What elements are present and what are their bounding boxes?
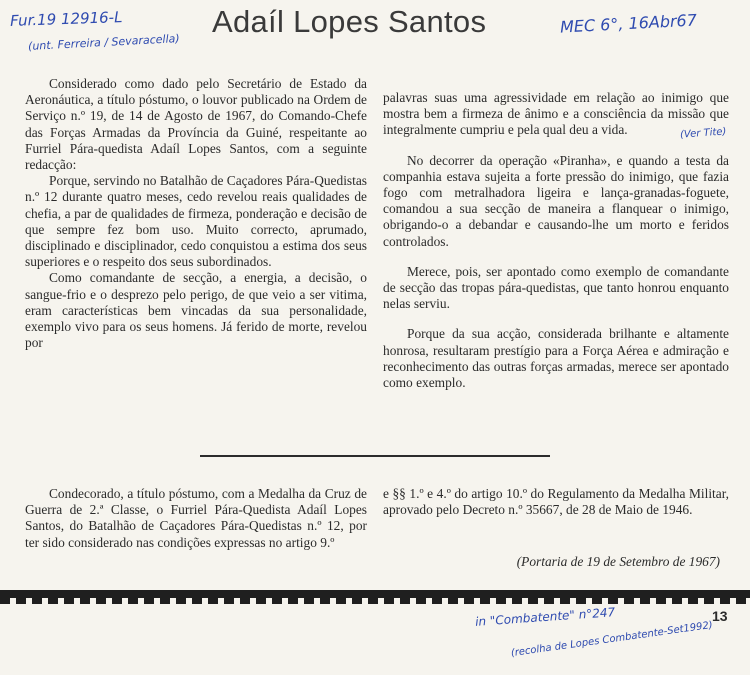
decoration-right-column — [383, 486, 729, 518]
paragraph: Considerado como dado pelo Secretário de Estado da Aeronáutica, a título póstumo, o louvor publicado na Ordem de Serviço n.º 19, de 14 de Agosto de 1967, do Comando-Chefe das Forças Armadas da Província da Guiné, respeitante ao Furriel Pára-quedista Adaíl Lopes Santos, com a seguinte redacção: — [25, 76, 367, 173]
article-title: Adaíl Lopes Santos — [212, 4, 487, 39]
paragraph: Merece, pois, ser apontado como exemplo de comandante de secção das tropas pára-quedistas, que tanto honrou enquanto nelas serviu. — [383, 263, 729, 312]
handwritten-note-margin: (Ver Tite) — [679, 126, 727, 141]
article-right-column — [383, 90, 729, 405]
handwritten-note-top-left: Fur.19 12916-L — [9, 8, 123, 30]
portaria-reference: (Portaria de 19 de Setembro de 1967) — [516, 554, 720, 569]
page-number: 13 — [712, 608, 728, 624]
paragraph: No decorrer da operação «Piranha», e quando a testa da companhia estava sujeita a forte pressão do inimigo, que fazia fogo com metralhadora ligeira e lança-granadas-foguete, comandou a sua secção de maneira a flanquear o inimigo, obrigando-o a debandar e causando-lhe um morto e feridos controlados. — [383, 152, 729, 249]
article-left-column — [25, 76, 367, 351]
footer-bar — [0, 590, 750, 598]
paragraph: Condecorado, a título póstumo, com a Medalha da Cruz de Guerra de 2.ª Classe, o Furriel Pára-Quedista Adaíl Lopes Santos, do Batalhão de Caçadores Pára-Quedistas n.º 12, por ter sido considerado nas condições expressas no artigo 9.º — [25, 486, 367, 550]
paragraph: Porque da sua acção, considerada brilhante e altamente honrosa, resultaram prestígio para a Força Aérea e admiração e reconhecimento das outras forças armadas, merece ser apontado como exemplo. — [383, 326, 729, 391]
footer-dashes — [0, 598, 750, 604]
decoration-left-column — [25, 486, 367, 551]
paragraph: e §§ 1.º e 4.º do artigo 10.º do Regulamento da Medalha Militar, aprovado pelo Decreto n.º 35667, de 28 de Maio de 1946. — [383, 486, 729, 518]
handwritten-note-top-left-sub: (unt. Ferreira / Sevaracella) — [27, 32, 180, 53]
handwritten-note-top-right: MEC 6°, 16Abr67 — [559, 10, 698, 37]
paragraph: Como comandante de secção, a energia, a decisão, o sangue-frio e o desprezo pelo perigo, de que veio a ser vitima, eram características bem vincadas da sua personalidade, exemplo vivo para os seus homens. Já ferido de morte, revelou por — [25, 270, 367, 351]
handwritten-note-bottom-right-sub: (recolha de Lopes Combatente-Set1992) — [510, 619, 714, 660]
section-divider — [200, 455, 550, 457]
handwritten-note-bottom-right: in "Combatente" n°247 — [474, 605, 616, 629]
paragraph: Porque, servindo no Batalhão de Caçadores Pára-Quedistas n.º 12 durante quatro meses, cedo revelou reais qualidades de chefia, a par de qualidades de firmeza, ponderação e decisão de que sempre fez bom uso. Muito correcto, aprumado, disciplinado e disciplinador, cedo conquistou a estima dos seus superiores e o respeito dos seus subordinados. — [25, 173, 367, 270]
paragraph: palavras suas uma agressividade em relação ao inimigo que mostra bem a firmeza de ânimo e a consciência da missão que integralmente cumpriu e pela qual deu a vida. — [383, 90, 729, 138]
